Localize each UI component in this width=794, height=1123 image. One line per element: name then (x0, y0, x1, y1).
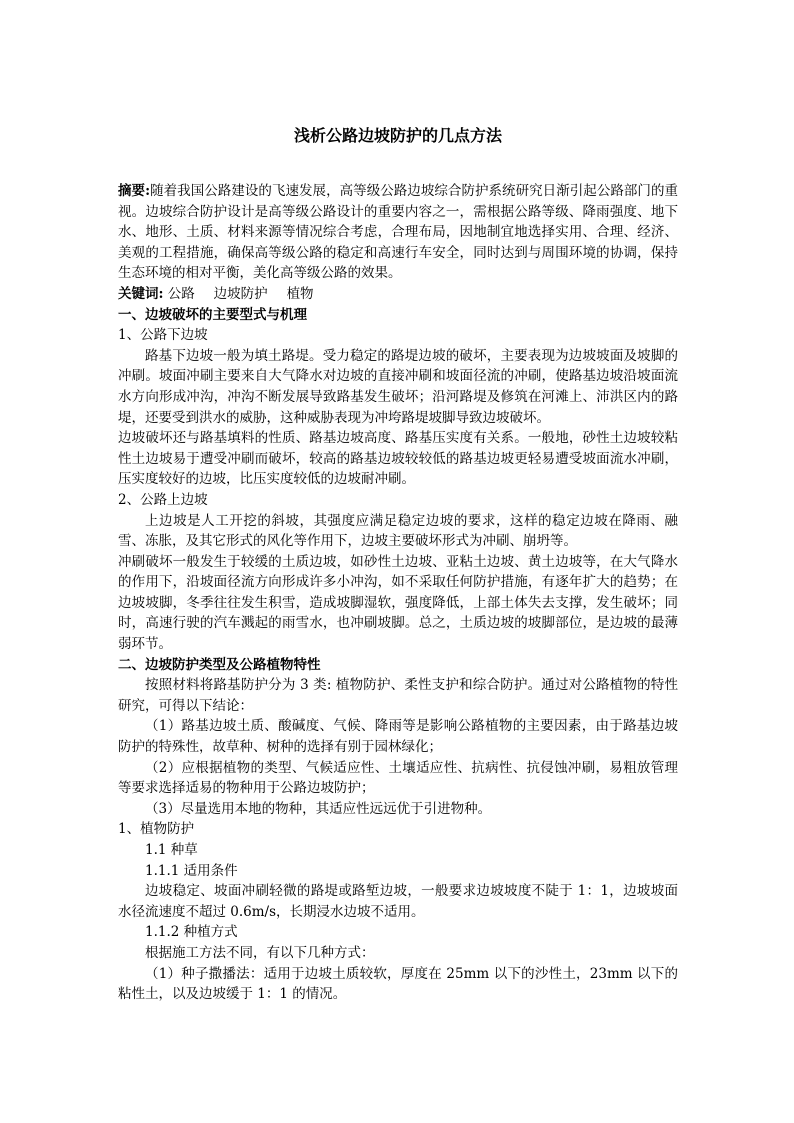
section-heading: 一、边坡破坏的主要型式与机理 (118, 306, 307, 323)
subsection-heading: 1、公路下边坡 (118, 327, 208, 344)
paragraph: 路基下边坡一般为填土路堤。受力稳定的路堤边坡的破坏，主要表现为边坡坡面及坡脚的冲刷。坡面冲刷主要来自大气降水对边坡的直接冲刷和坡面径流的冲刷，使路基边坡沿坡面流水方向形成冲沟，冲沟不断发展导致路基发生破坏；沿河路堤及修筑在河滩上、沛洪区内的路堤，还要受到洪水的威胁，这种威胁表现为冲垮路堤坡脚导致边坡破坏。 (118, 347, 678, 426)
subsection-heading: 2、公路上边坡 (118, 491, 208, 508)
conclusion-item: （3）尽量选用本地的物种，其适应性远远优于引进物种。 (145, 800, 492, 817)
keyword-term: 公路 (167, 285, 195, 302)
paragraph: （1）种子撒播法：适用于边坡土质较软，厚度在 25mm 以下的沙性土，23mm 以下的粘性土，以及边坡缓于 1：1 的情况。 (118, 965, 678, 1003)
subsection-heading: 1.1.1 适用条件 (145, 862, 238, 879)
abstract-label: 摘要: (118, 183, 151, 199)
abstract (118, 181, 678, 284)
abstract-text: 随着我国公路建设的飞速发展，高等级公路边坡综合防护系统研究日渐引起公路部门的重视。边坡综合防护设计是高等级公路设计的重要内容之一，需根据公路等级、降雨强度、地下水、地形、土质、材料来源等情况综合考虑，合理布局，因地制宜地选择实用、合理、经济、美观的工程措施，确保高等级公路的稳定和高速行车安全，同时达到与周围环境的协调，保持生态环境的相对平衡，美化高等级公路的效果。 (118, 183, 679, 282)
paragraph: 上边坡是人工开挖的斜坡，其强度应满足稳定边坡的要求，这样的稳定边坡在降雨、融雪、冻胀，及其它形式的风化等作用下，边坡主要破坏形式为冲刷、崩坍等。 (118, 512, 678, 550)
section-heading: 二、边坡防护类型及公路植物特性 (118, 656, 321, 673)
keywords (118, 284, 678, 305)
keyword-term: 边坡防护 (213, 285, 268, 302)
keywords-label: 关键词: (118, 285, 164, 302)
document-page (118, 125, 678, 1005)
paragraph: 边坡稳定、坡面冲刷轻微的路堤或路堑边坡，一般要求边坡坡度不陡于 1：1，边坡坡面水径流速度不超过 0.6m/s，长期浸水边坡不适用。 (118, 883, 678, 920)
keyword-term: 植物 (286, 285, 314, 302)
subsection-heading: 1、植物防护 (118, 821, 195, 838)
conclusion-item: （2）应根据植物的类型、气候适应性、土壤适应性、抗病性、抗侵蚀冲刷，易粗放管理等要求选择适易的物种用于公路边坡防护； (118, 759, 678, 797)
paragraph: 根据施工方法不同，有以下几种方式： (145, 944, 375, 961)
conclusion-item: （1）路基边坡土质、酸碱度、气候、降雨等是影响公路植物的主要因素，由于路基边坡防护的特殊性，故草种、树种的选择有别于园林绿化； (118, 718, 678, 756)
document-title: 浅析公路边坡防护的几点方法 (293, 126, 502, 145)
paragraph: 冲刷破坏一般发生于较缓的土质边坡，如砂性土边坡、亚粘土边坡、黄土边坡等，在大气降水的作用下，沿坡面径流方向形成许多小冲沟，如不采取任何防护措施，有逐年扩大的趋势；在边坡坡脚，冬季往往发生积雪，造成坡脚湿软，强度降低，上部土体失去支撑，发生破坏；同时，高速行驶的汽车溅起的雨雪水，也冲刷坡脚。总之，土质边坡的坡脚部位，是边坡的最薄弱环节。 (118, 553, 678, 653)
paragraph: 边坡破坏还与路基填料的性质、路基边坡高度、路基压实度有关系。一般地，砂性土边坡较粘性土边坡易于遭受冲刷而破坏，较高的路基边坡较较低的路基边坡更轻易遭受坡面流水冲刷，压实度较好的边坡，比压实度较低的边坡耐冲刷。 (118, 430, 678, 488)
paragraph: 按照材料将路基防护分为 3 类: 植物防护、柔性支护和综合防护。通过对公路植物的特性研究，可得以下结论： (118, 677, 678, 714)
subsection-heading: 1.1 种草 (145, 842, 198, 858)
subsection-heading: 1.1.2 种植方式 (145, 924, 238, 941)
